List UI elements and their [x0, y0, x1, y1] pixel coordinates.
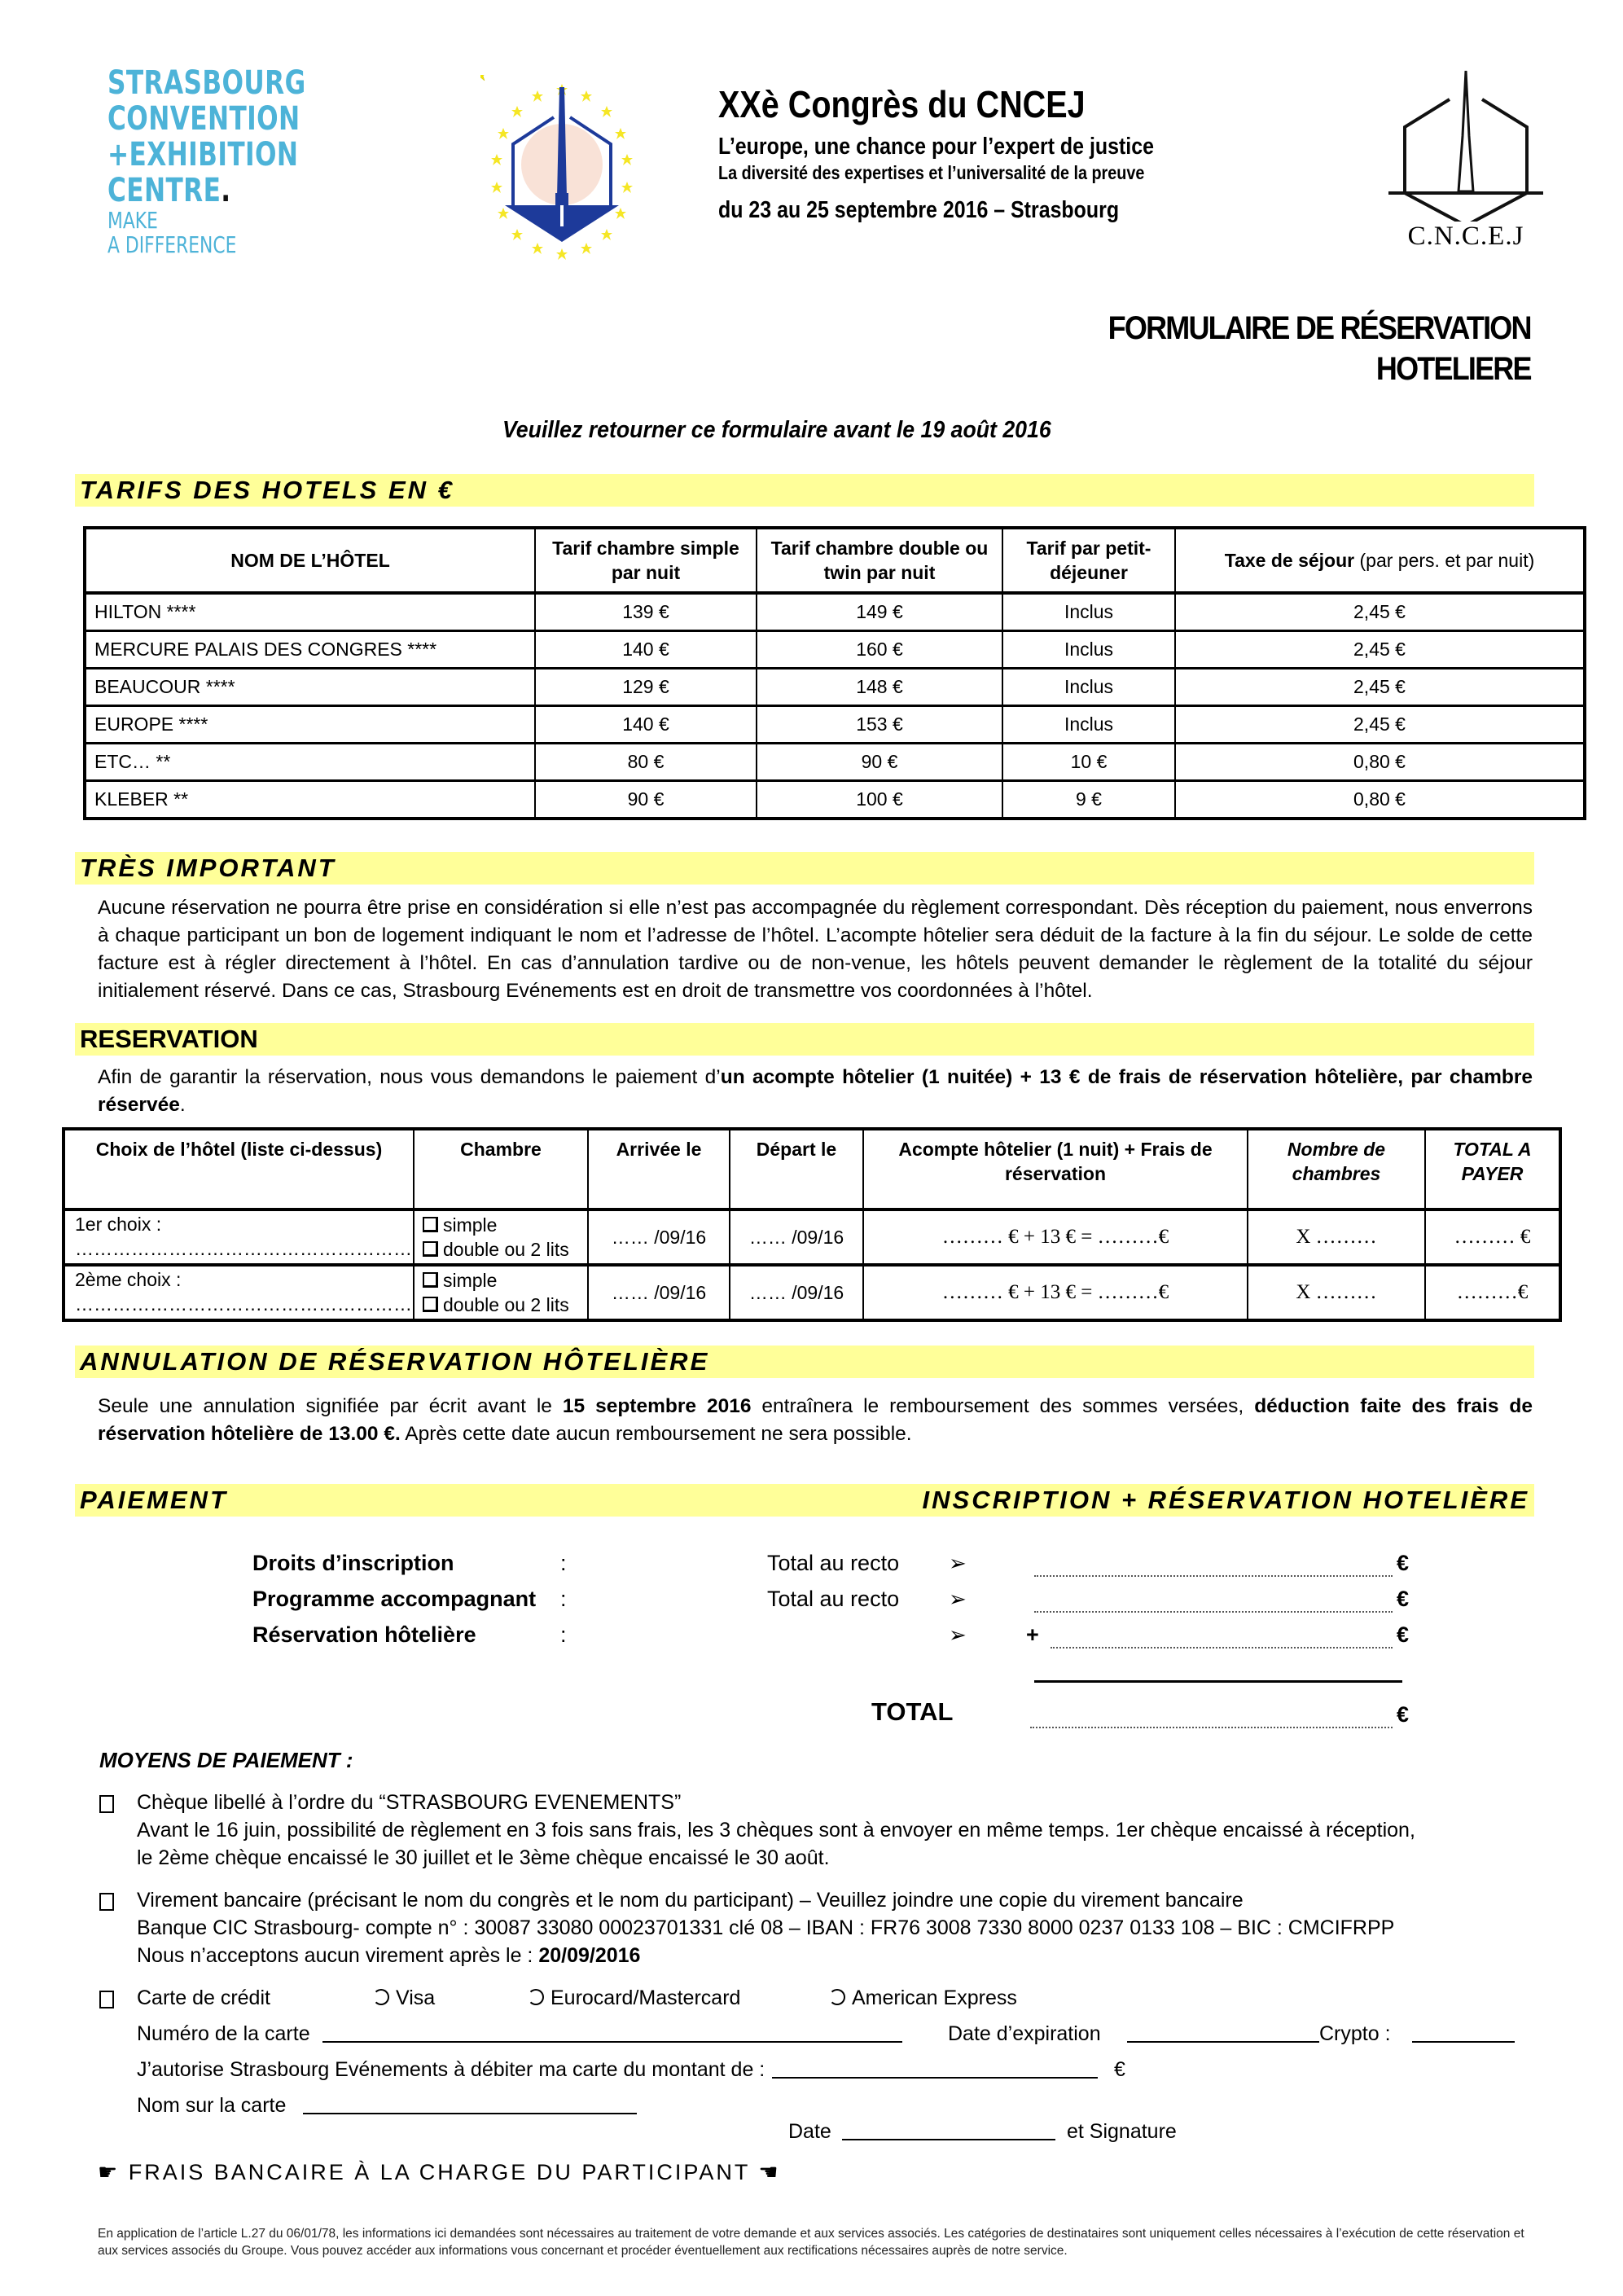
table-row: [85, 744, 1585, 781]
payment-row-registration: Droits d’inscription : Total au recto ➢ €: [252, 1551, 1410, 1575]
section-bar-payment: [75, 1484, 1534, 1517]
hotel-rates-table: [83, 526, 1586, 820]
table-row: [85, 706, 1585, 744]
column-header: Arrivée le: [588, 1129, 730, 1209]
deposit-field[interactable]: ……… € + 13 € = ………€: [863, 1209, 1248, 1265]
congress-dates: du 23 au 25 septembre 2016 – Strasbourg: [718, 197, 1120, 223]
total-field[interactable]: ………€: [1425, 1265, 1560, 1320]
radio-visa[interactable]: Visa: [373, 1984, 435, 2012]
section-heading-right: INSCRIPTION + RÉSERVATION HOTELIÈRE: [922, 1486, 1529, 1514]
total-label: TOTAL: [871, 1697, 954, 1726]
city-tax: 0,80 €: [1175, 781, 1585, 819]
authorize-amount-field[interactable]: [772, 2056, 1098, 2079]
reservation-table: [62, 1127, 1562, 1322]
amount-field[interactable]: [1051, 1622, 1393, 1648]
form-title-line: FORMULAIRE DE RÉSERVATION: [1108, 310, 1531, 346]
cheque-checkbox[interactable]: [99, 1795, 114, 1813]
rate-breakfast: Inclus: [1002, 631, 1175, 669]
column-header: Chambre: [414, 1129, 588, 1209]
radio-icon: [373, 1989, 389, 2005]
payment-option-cheque: Chèque libellé à l’ordre du “STRASBOURG EVENEMENTS” Avant le 16 juin, possibilité de règlement en 3 fois sans frais, les 3 chèques sont à envoyer en même temps. 1er chèque encaissé à réception, le 2ème chèque encaissé le 30 juillet et le 3ème chèque encaissé le 30 août.: [99, 1789, 1415, 1872]
section-heading: TRÈS IMPORTANT: [80, 854, 336, 882]
hotel-name: KLEBER **: [85, 781, 535, 819]
rate-breakfast: 9 €: [1002, 781, 1175, 819]
hotel-name: HILTON ****: [85, 593, 535, 631]
logo-line: STRASBOURG: [107, 64, 306, 102]
arrow-right-icon: ➢: [949, 1622, 967, 1647]
room-simple-checkbox[interactable]: simple: [423, 1268, 586, 1293]
rate-simple: 140 €: [535, 631, 757, 669]
expiry-date-field[interactable]: [1127, 2020, 1319, 2043]
payment-methods-heading: MOYENS DE PAIEMENT :: [99, 1748, 353, 1772]
arrival-date-field[interactable]: …… /09/16: [588, 1265, 730, 1320]
column-header: Acompte hôtelier (1 nuit) + Frais de réservation: [863, 1129, 1248, 1209]
arrival-date-field[interactable]: …… /09/16: [588, 1209, 730, 1265]
table-row: [85, 781, 1585, 819]
table-row: [85, 593, 1585, 631]
section-bar-cancellation: [75, 1346, 1534, 1378]
hotel-choice-field[interactable]: 2ème choix : ………………………………………………: [64, 1265, 414, 1320]
deposit-field[interactable]: ……… € + 13 € = ………€: [863, 1265, 1248, 1320]
radio-mastercard[interactable]: Eurocard/Mastercard: [528, 1984, 740, 2012]
rate-breakfast: Inclus: [1002, 669, 1175, 706]
rate-double: 149 €: [757, 593, 1002, 631]
rate-double: 160 €: [757, 631, 1002, 669]
bank-fees-note: ☛ FRAIS BANCAIRE À LA CHARGE DU PARTICIPANT ☚: [98, 2160, 781, 2184]
hotel-choice-field[interactable]: 1er choix : ………………………………………………: [64, 1209, 414, 1265]
room-count-field[interactable]: X ………: [1248, 1209, 1425, 1265]
section-heading-left: PAIEMENT: [80, 1486, 228, 1514]
column-header: TOTAL A PAYER: [1425, 1129, 1560, 1209]
section-bar-reservation: [75, 1023, 1534, 1056]
arrow-right-icon: ➢: [949, 1587, 967, 1611]
section-bar-tarifs: [75, 474, 1534, 507]
legal-notice: En application de l’article L.27 du 06/01/78, les informations ici demandées sont nécessaires au traitement de votre demande et aux services associés. Les catégories de destinataires sont uniquement celles nécessaires à l’exécution de cette réservation et aux services associés du Groupe. Vous pouvez accéder aux informations vous concernant et procéder éventuellement aux rectifications nécessaires auprès de notre service.: [98, 2227, 1524, 2258]
rate-breakfast: Inclus: [1002, 706, 1175, 744]
total-amount-field[interactable]: [1030, 1702, 1393, 1728]
logo-tagline: MAKE: [107, 207, 158, 234]
arrow-right-icon: ➢: [949, 1551, 967, 1575]
strasbourg-convention-centre-logo: [107, 65, 327, 257]
form-title: [1061, 308, 1531, 389]
city-tax: 2,45 €: [1175, 593, 1585, 631]
radio-icon: [528, 1989, 544, 2005]
important-paragraph: Aucune réservation ne pourra être prise en considération si elle n’est pas accompagnée du règlement correspondant. Dès réception du paiement, nous enverrons à chaque participant un bon de logement indiquant le nom et l’adresse de l’hôtel. L’acompte hôtelier sera déduit de la facture à la fin du séjour. Le solde de cette facture est à régler directement à l’hôtel. En cas d’annulation tardive ou de non-venue, les hôtels peuvent demander le règlement de la totalité du séjour initialement réservé. Dans ce cas, Strasbourg Evénements est en droit de transmettre vos coordonnées à l’hôtel.: [98, 897, 1533, 1002]
room-type-options: [414, 1265, 588, 1320]
amount-field[interactable]: [1034, 1551, 1393, 1577]
transfer-checkbox[interactable]: [99, 1893, 114, 1911]
checkbox-icon: [423, 1297, 438, 1312]
cathedral-stars-icon: [480, 75, 643, 262]
table-row: [85, 669, 1585, 706]
rate-double: 148 €: [757, 669, 1002, 706]
checkbox-icon: [423, 1241, 438, 1257]
checkbox-icon: [423, 1217, 438, 1232]
rate-simple: 90 €: [535, 781, 757, 819]
rate-double: 100 €: [757, 781, 1002, 819]
radio-amex[interactable]: American Express: [829, 1984, 1017, 2012]
table-header-row: [85, 528, 1585, 593]
column-header: Taxe de séjour (par pers. et par nuit): [1175, 528, 1585, 593]
form-title-line: HOTELIERE: [1376, 351, 1531, 387]
logo-tagline: A DIFFERENCE: [107, 231, 237, 258]
rate-simple: 140 €: [535, 706, 757, 744]
section-bar-important: [75, 852, 1534, 885]
rate-double: 153 €: [757, 706, 1002, 744]
city-tax: 2,45 €: [1175, 631, 1585, 669]
rate-simple: 129 €: [535, 669, 757, 706]
rate-simple: 139 €: [535, 593, 757, 631]
room-double-checkbox[interactable]: double ou 2 lits: [423, 1237, 586, 1262]
cancellation-paragraph: Seule une annulation signifiée par écrit avant le 15 septembre 2016 entraînera le remboursement des sommes versées, déduction faite des frais de réservation hôtelière de 13.00 €. Après cette date aucun remboursement ne sera possible.: [98, 1395, 1533, 1445]
table-row: [64, 1265, 1560, 1320]
total-field[interactable]: ……… €: [1425, 1209, 1560, 1265]
rate-breakfast: 10 €: [1002, 744, 1175, 781]
hotel-name: ETC… **: [85, 744, 535, 781]
amount-field[interactable]: [1034, 1587, 1393, 1613]
card-number-field[interactable]: [322, 2020, 902, 2043]
column-header: Choix de l’hôtel (liste ci-dessus): [64, 1129, 414, 1209]
city-tax: 0,80 €: [1175, 744, 1585, 781]
congress-emblem-logo: [480, 75, 643, 262]
city-tax: 2,45 €: [1175, 669, 1585, 706]
cncej-logo: [1384, 67, 1547, 254]
card-checkbox[interactable]: [99, 1991, 114, 2008]
departure-date-field[interactable]: …… /09/16: [730, 1265, 863, 1320]
payment-option-card: Carte de crédit Visa Eurocard/Mastercard American Express Numéro de la carte Date d’expiration Crypto : J’autorise Strasbourg Evénements à débiter ma carte du montant de : € Nom sur la carte Date et Signature: [99, 1984, 1533, 2160]
room-double-checkbox[interactable]: double ou 2 lits: [423, 1293, 586, 1317]
payment-option-transfer: Virement bancaire (précisant le nom du congrès et le nom du participant) – Veuillez joindre une copie du virement bancaire Banque CIC Strasbourg- compte n° : 30087 33080 00023701331 clé 08 – IBAN : FR76 3008 7330 8000 0237 0133 108 – BIC : CMCIFRPP Nous n’acceptons aucun virement après le : 20/09/2016: [99, 1886, 1394, 1969]
return-deadline-note: Veuillez retourner ce formulaire avant le 19 août 2016: [502, 417, 1051, 443]
payment-row-total: €: [252, 1702, 1425, 1735]
column-header: Tarif chambre simple par nuit: [535, 528, 757, 593]
rate-simple: 80 €: [535, 744, 757, 781]
crypto-field[interactable]: [1412, 2020, 1515, 2043]
table-header-row: [64, 1129, 1560, 1209]
city-tax: 2,45 €: [1175, 706, 1585, 744]
hotel-name: BEAUCOUR ****: [85, 669, 535, 706]
sum-divider: [1034, 1680, 1402, 1683]
column-header: Tarif chambre double ou twin par nuit: [757, 528, 1002, 593]
congress-theme: La diversité des expertises et l’universalité de la preuve: [718, 162, 1145, 183]
room-type-options: [414, 1209, 588, 1265]
table-row: [85, 631, 1585, 669]
logo-line: CONVENTION: [107, 100, 300, 138]
section-heading: ANNULATION DE RÉSERVATION HÔTELIÈRE: [80, 1347, 710, 1376]
checkbox-icon: [423, 1272, 438, 1288]
column-header: Nombre de chambres: [1248, 1129, 1425, 1209]
room-simple-checkbox[interactable]: simple: [423, 1213, 586, 1237]
hotel-name: EUROPE ****: [85, 706, 535, 744]
signature-date-field[interactable]: [842, 2118, 1055, 2140]
rate-breakfast: Inclus: [1002, 593, 1175, 631]
section-heading: RESERVATION: [80, 1025, 258, 1053]
rate-double: 90 €: [757, 744, 1002, 781]
cncej-logo-label: C.N.C.E.J: [1407, 222, 1524, 251]
column-header: Tarif par petit-déjeuner: [1002, 528, 1175, 593]
table-row: [64, 1209, 1560, 1265]
congress-subtitle: L’europe, une chance pour l’expert de justice: [718, 134, 1154, 160]
cardholder-name-field[interactable]: [303, 2092, 637, 2114]
room-count-field[interactable]: X ………: [1248, 1265, 1425, 1320]
cncej-emblem-icon: [1384, 67, 1547, 222]
logo-line: CENTRE.: [107, 172, 231, 209]
departure-date-field[interactable]: …… /09/16: [730, 1209, 863, 1265]
section-heading: TARIFS DES HOTELS EN €: [80, 476, 454, 504]
payment-row-hotel: Réservation hôtelière : ➢ + €: [252, 1622, 1410, 1647]
congress-title: XXè Congrès du CNCEJ: [718, 83, 1086, 125]
logo-line: +EXHIBITION: [107, 136, 299, 173]
column-header: NOM DE L’HÔTEL: [85, 528, 535, 593]
reservation-intro: Afin de garantir la réservation, nous vous demandons le paiement d’un acompte hôtelier (1 nuitée) + 13 € de frais de réservation hôtelière, par chambre réservée.: [98, 1066, 1533, 1116]
radio-icon: [829, 1989, 845, 2005]
column-header: Départ le: [730, 1129, 863, 1209]
congress-title-block: [718, 81, 1370, 225]
payment-row-program: Programme accompagnant : Total au recto ➢ €: [252, 1587, 1410, 1611]
hotel-name: MERCURE PALAIS DES CONGRES ****: [85, 631, 535, 669]
